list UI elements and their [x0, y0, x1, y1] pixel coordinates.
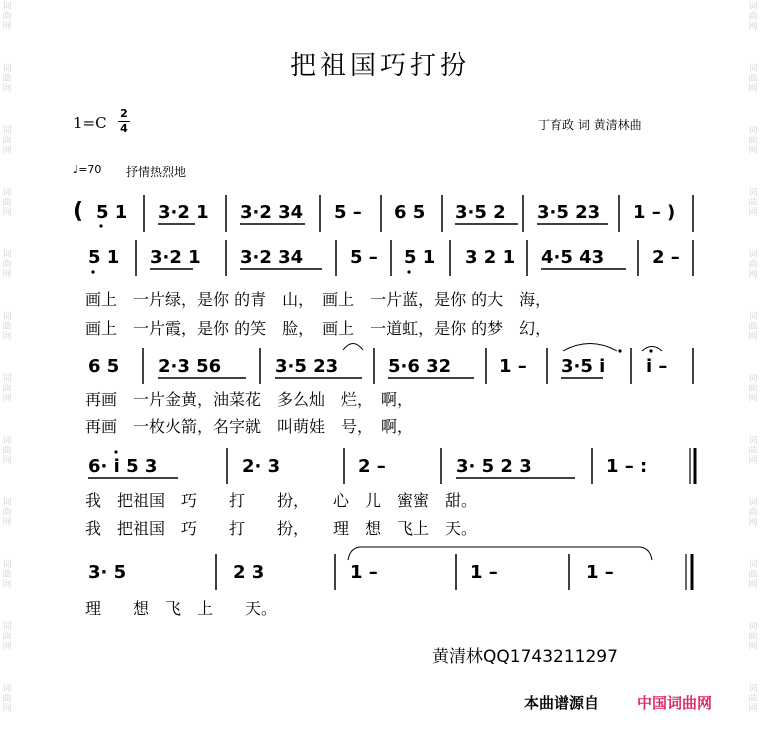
watermark-text: 词 曲 网	[748, 622, 758, 652]
watermark-text: 词 曲 网	[748, 684, 758, 714]
row2-note-group: 3·2 34	[240, 247, 304, 268]
lyrics-row2-verse1: 画上 一片绿，是你 的青 山， 画上 一片蓝，是你 的大 海，	[85, 290, 552, 309]
row2-note-group: 5 1	[88, 247, 120, 268]
row4-note-group: 2· 3	[242, 456, 281, 477]
watermark-text: 词 曲 网	[2, 250, 12, 280]
watermark-text: 词 曲 网	[2, 64, 12, 94]
expression-marking: 抒情热烈地	[126, 165, 187, 179]
row1-note-group: 3·2 34	[240, 202, 304, 223]
watermark-text: 词 曲 网	[748, 250, 758, 280]
arranger-contact: 黄清林QQ1743211297	[432, 647, 618, 667]
row1-note-group: 3·5 23	[537, 202, 601, 223]
row5-note-group: 2 3	[233, 562, 265, 583]
watermark-text: 词 曲 网	[748, 374, 758, 404]
watermark-text: 词 曲 网	[748, 560, 758, 590]
row4-note-group: 6· i 5 3	[88, 456, 158, 477]
watermark-text: 词 曲 网	[748, 436, 758, 466]
low-octave-dot	[407, 270, 410, 273]
tie-arc	[343, 344, 363, 351]
row1-note-group: 3·2 1	[158, 202, 209, 223]
row3-note-group: 5·6 32	[388, 356, 452, 377]
lyrics-row4-verse2: 我 把祖国 巧 打 扮， 理 想 飞上 天。	[85, 519, 478, 538]
row3-note-group: 2·3 56	[158, 356, 222, 377]
row5-note-group: 1 –	[470, 562, 498, 583]
watermark-text: 词 曲 网	[2, 560, 12, 590]
row2-note-group: 5 1	[404, 247, 436, 268]
row5-note-group: 3· 5	[88, 562, 127, 583]
watermark-text: 词 曲 网	[748, 188, 758, 218]
row1-note-group: 1 – )	[633, 202, 676, 223]
watermark-text: 词 曲 网	[748, 2, 758, 32]
row3-note-group: 3·5 i	[561, 356, 606, 377]
source-label: 本曲谱源自	[524, 694, 600, 712]
watermark-text: 词 曲 网	[748, 64, 758, 94]
time-signature-bottom: 4	[120, 122, 128, 135]
watermark-text: 词 曲 网	[2, 436, 12, 466]
lyrics-row2-verse2: 画上 一片霞，是你 的笑 脸， 画上 一道虹，是你 的梦 幻，	[85, 319, 552, 338]
row4-note-group: 1 – :	[606, 456, 648, 477]
long-tie-arc	[348, 547, 652, 560]
source-site-link[interactable]: 中国词曲网	[637, 694, 713, 712]
low-octave-dot	[99, 224, 102, 227]
watermark-text: 词 曲 网	[2, 622, 12, 652]
watermark-text: 词 曲 网	[748, 312, 758, 342]
row3-note-group: 3·5 23	[275, 356, 339, 377]
lyrics-row4-verse1: 我 把祖国 巧 打 扮， 心 儿 蜜蜜 甜。	[85, 491, 478, 510]
row3-note-group: i –	[646, 356, 668, 377]
lyrics-row3-verse2: 再画 一枚火箭，名字就 叫萌娃 号， 啊，	[85, 417, 414, 436]
watermark-text: 词 曲 网	[748, 498, 758, 528]
row3-note-group: 1 –	[499, 356, 527, 377]
row3-note-group: 6 5	[88, 356, 120, 377]
watermark-text: 词 曲 网	[2, 374, 12, 404]
high-octave-dot	[649, 349, 652, 352]
low-octave-dot	[91, 270, 94, 273]
row2-note-group: 2 –	[652, 247, 680, 268]
row1-note-group: 5 –	[334, 202, 362, 223]
row5-note-group: 1 –	[350, 562, 378, 583]
row1-note-group: 3·5 2	[455, 202, 506, 223]
row4-note-group: 2 –	[358, 456, 386, 477]
row2-note-group: 3·2 1	[150, 247, 201, 268]
credits: 丁育政 词 黄清林曲	[538, 118, 642, 132]
row4-note-group: 3· 5 2 3	[456, 456, 532, 477]
row2-note-group: 4·5 43	[541, 247, 605, 268]
watermark-text: 词 曲 网	[2, 498, 12, 528]
tie-arc	[563, 344, 617, 352]
lyrics-row3-verse1: 再画 一片金黄，油菜花 多么灿 烂， 啊，	[85, 390, 414, 409]
high-octave-dot	[618, 349, 621, 352]
row2-note-group: 3 2 1	[465, 247, 516, 268]
row5-note-group: 1 –	[586, 562, 614, 583]
high-octave-dot	[114, 450, 117, 453]
watermark-text: 词 曲 网	[2, 188, 12, 218]
tempo-marking: ♩=70	[73, 163, 102, 176]
watermark-text: 词 曲 网	[2, 2, 12, 32]
row2-note-group: 5 –	[350, 247, 378, 268]
lyrics-row5: 理 想 飞 上 天。	[85, 599, 278, 618]
watermark-text: 词 曲 网	[748, 126, 758, 156]
watermark-text: 词 曲 网	[2, 126, 12, 156]
time-signature-top: 2	[120, 107, 128, 120]
watermark-text: 词 曲 网	[2, 312, 12, 342]
key-signature: 1=C	[73, 114, 107, 132]
row1-note-group: 5 1	[96, 202, 128, 223]
watermark-text: 词 曲 网	[2, 684, 12, 714]
song-title: 把祖国巧打扮	[289, 51, 470, 81]
row1-note-group: (	[73, 199, 84, 224]
row1-note-group: 6 5	[394, 202, 426, 223]
